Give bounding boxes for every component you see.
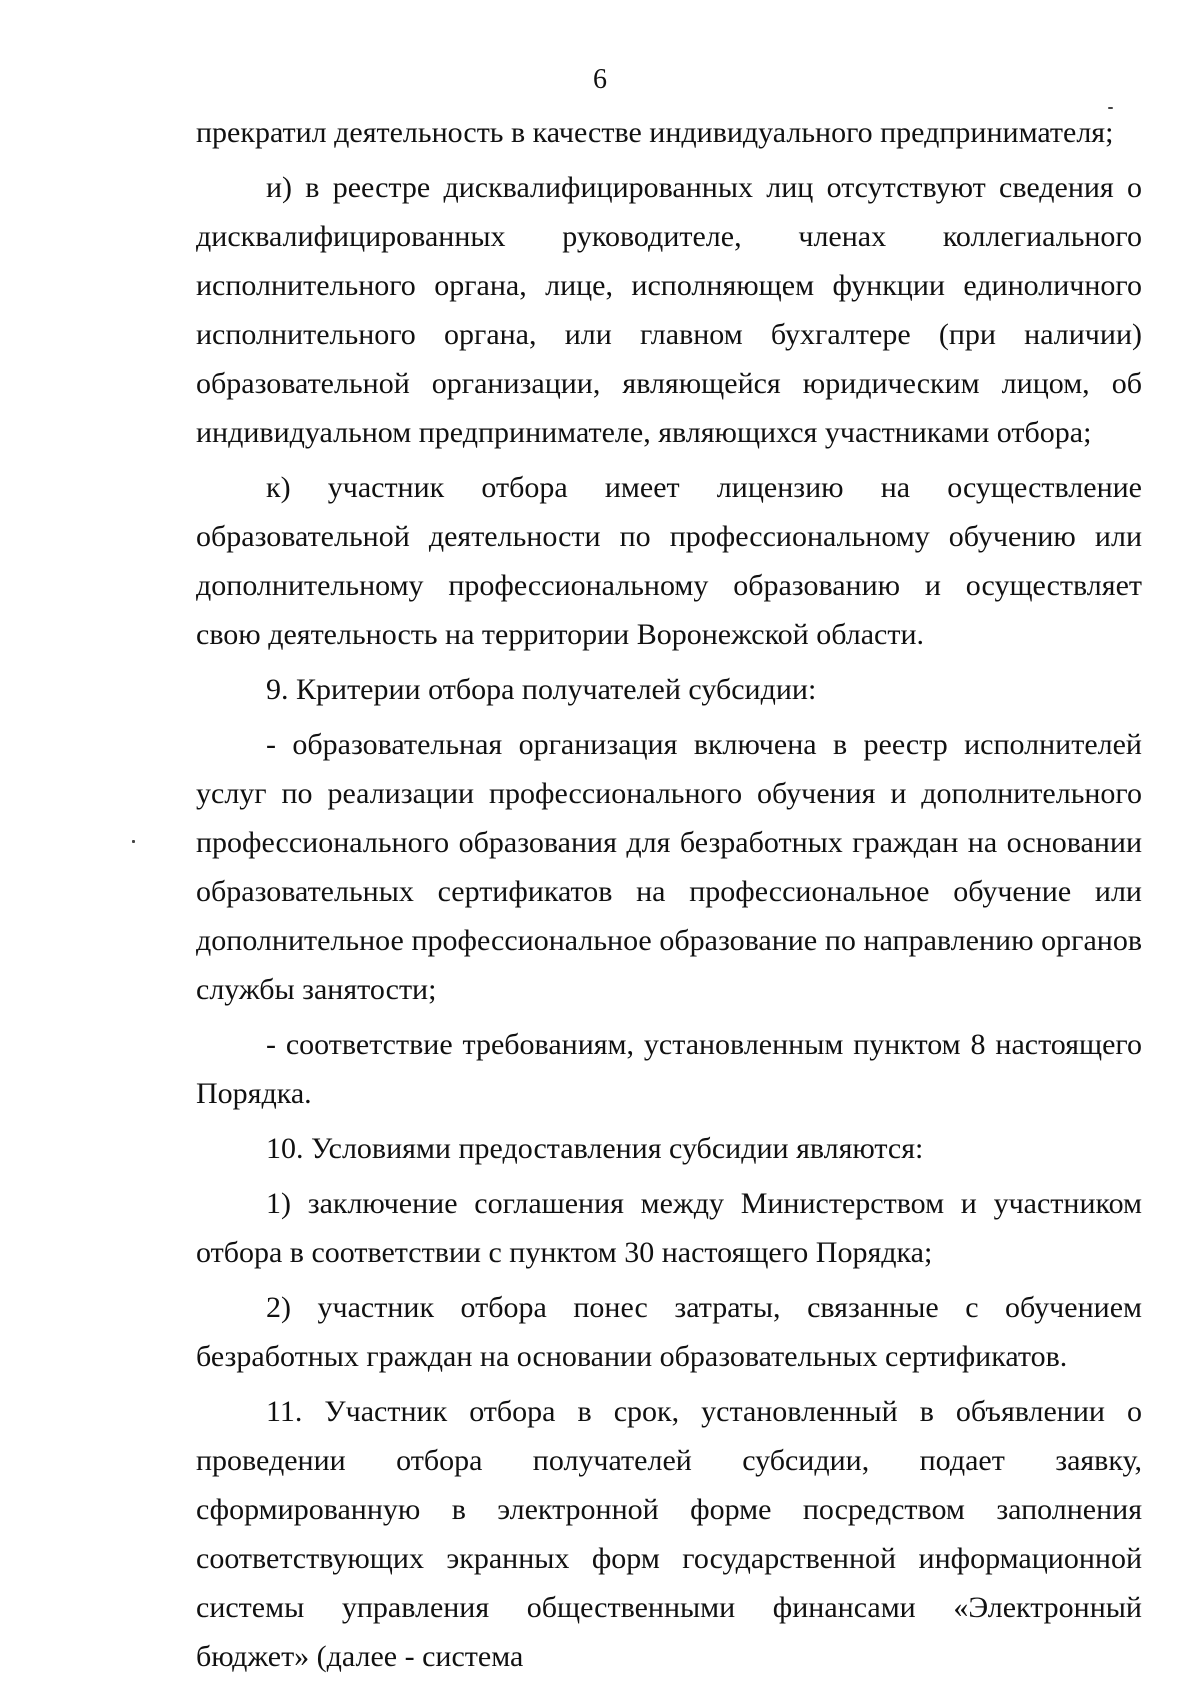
paragraph-item-k: к) участник отбора имеет лицензию на осуществление образовательной деятельности по профессиональному обучению или дополнительному профессиональному образованию и осуществляет свою деятельность на территории Воронежской области. — [196, 471, 1142, 651]
paragraph-section-9-heading: 9. Критерии отбора получателей субсидии: — [266, 673, 817, 706]
document-body — [196, 108, 1142, 1687]
paragraph-item-i: и) в реестре дисквалифицированных лиц отсутствуют сведения о дисквалифицированных руководителе, членах коллегиального исполнительного органа, лице, исполняющем функции единоличного исполнительного органа, или главном бухгалтере (при наличии) образовательной организации, являющейся юридическим лицом, об индивидуальном предпринимателе, являющихся участниками отбора; — [196, 171, 1142, 449]
paragraph-section-10-heading: 10. Условиями предоставления субсидии являются: — [266, 1132, 924, 1165]
paragraph-criterion-2: - соответствие требованиям, установленным пунктом 8 настоящего Порядка. — [196, 1028, 1142, 1110]
paragraph-condition-1: 1) заключение соглашения между Министерством и участником отбора в соответствии с пунктом 30 настоящего Порядка; — [196, 1187, 1142, 1269]
paragraph-continuation: прекратил деятельность в качестве индивидуального предпринимателя; — [196, 116, 1114, 149]
paragraph-section-11: 11. Участник отбора в срок, установленный в объявлении о проведении отбора получателей субсидии, подает заявку, сформированную в электронной форме посредством заполнения соответствующих экранных форм государственной информационной системы управления общественными финансами «Электронный бюджет» (далее - система — [196, 1395, 1142, 1673]
page-number: 6 — [593, 64, 607, 95]
scan-speck — [132, 840, 135, 843]
paragraph-criterion-1: - образовательная организация включена в реестр исполнителей услуг по реализации профессионального обучения и дополнительного профессионального образования для безработных граждан на основании образовательных сертификатов на профессиональное обучение или дополнительное профессиональное образование по направлению органов службы занятости; — [196, 728, 1142, 1006]
paragraph-condition-2: 2) участник отбора понес затраты, связанные с обучением безработных граждан на основании образовательных сертификатов. — [196, 1291, 1142, 1373]
